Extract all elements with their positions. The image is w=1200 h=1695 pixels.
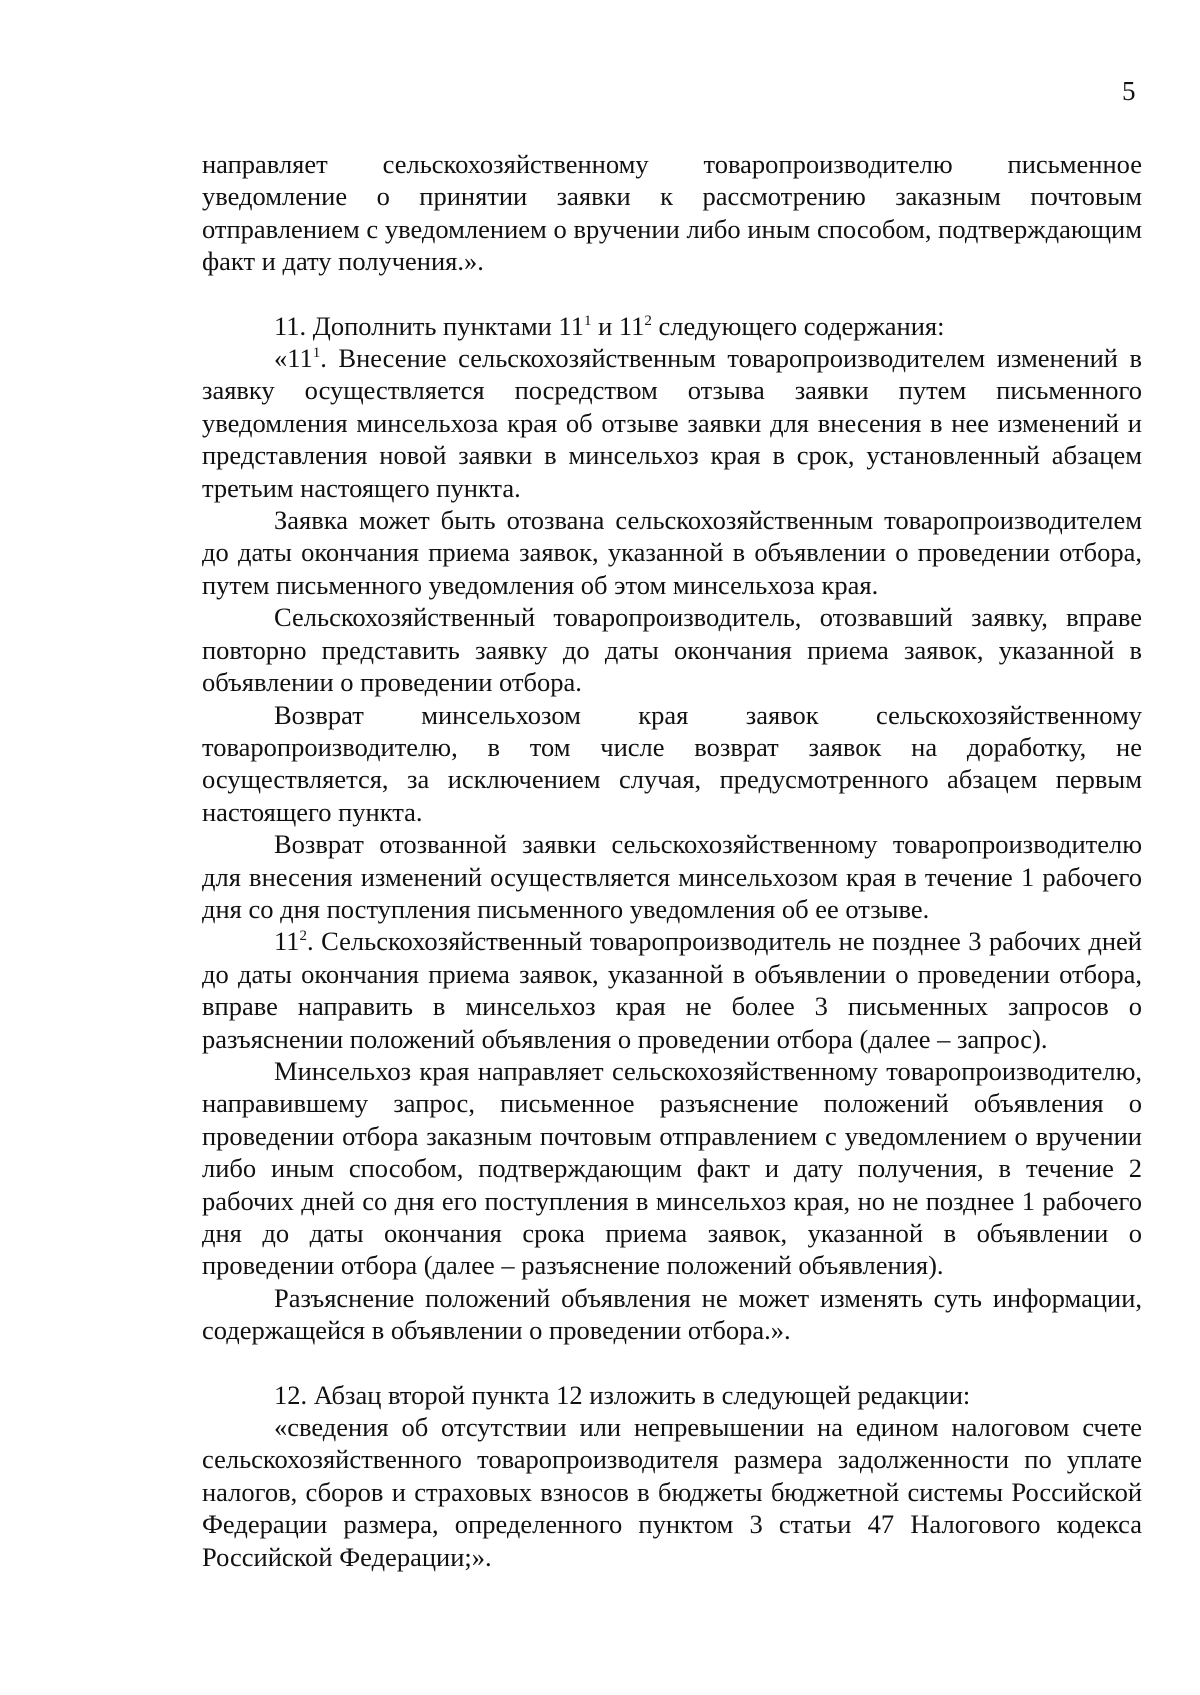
- item-11-text-before: 11. Дополнить пунктами 11: [274, 310, 584, 341]
- point-11-1-superscript: 1: [312, 345, 321, 362]
- paragraph-point-11-2: [202, 925, 1142, 1055]
- point-11-1-text-before: «11: [274, 343, 313, 374]
- paragraph-clarification: Минсельхоз края направляет сельскохозяйственному товаропроизводителю, направившему запрос, письменное разъяснение положений объявления о проведении отбора заказным почтовым отправлением с уведомлением о вручении либо иным способом, подтверждающим факт и дату получения, в течение 2 рабочих дней со дня его поступления в минсельхоз края, но не позднее 1 рабочего дня до даты окончания срока приема заявок, указанной в объявлении о проведении отбора (далее – разъяснение положений объявления).: [202, 1055, 1142, 1281]
- point-11-2-superscript: 2: [299, 928, 308, 945]
- paragraph-clarification-limits: Разъяснение положений объявления не может изменять суть информации, содержащейся в объявлении о проведении отбора.».: [202, 1282, 1142, 1346]
- item-11-superscript-1: 1: [583, 312, 592, 329]
- point-11-2-text-after: . Сельскохозяйственный товаропроизводитель не позднее 3 рабочих дней до даты окончания приема заявок, указанной в объявлении о проведении отбора, вправе направить в минсельхоз края не более 3 письменных запросов о разъяснении положений объявления о проведении отбора (далее – запрос).: [202, 926, 1142, 1054]
- document-body: [202, 148, 1142, 1573]
- paragraph-continuation: направляет сельскохозяйственному товаропроизводителю письменное уведомление о принятии заявки к рассмотрению заказным почтовым отправлением с уведомлением о вручении либо иным способом, подтверждающим факт и дату получения.».: [202, 149, 1142, 277]
- item-11-superscript-2: 2: [644, 312, 652, 329]
- point-11-2-text-before: 11: [274, 926, 300, 957]
- paragraph-point-11-1: [202, 342, 1142, 504]
- paragraph-withdrawal: Заявка может быть отозвана сельскохозяйственным товаропроизводителем до даты окончания приема заявок, указанной в объявлении о проведении отбора, путем письменного уведомления об этом минсельхоза края.: [202, 505, 1142, 600]
- item-11-text-after: следующего содержания:: [651, 310, 945, 341]
- paragraph-item-12: 12. Абзац второй пункта 12 изложить в следующей редакции:: [274, 1379, 971, 1410]
- item-11-text-middle: и 11: [591, 310, 645, 341]
- paragraph-item-11: [202, 310, 1142, 342]
- page-number: 5: [1122, 76, 1136, 106]
- paragraph-resubmission: Сельскохозяйственный товаропроизводитель, отозвавший заявку, вправе повторно представить заявку до даты окончания приема заявок, указанной в объявлении о проведении отбора.: [202, 602, 1142, 698]
- point-11-1-text-after: . Внесение сельскохозяйственным товаропроизводителем изменений в заявку осуществляется посредством отзыва заявки путем письменного уведомления минсельхоза края об отзыве заявки для внесения в нее изменений и представления новой заявки в минсельхоз края в срок, установленный абзацем третьим настоящего пункта.: [202, 343, 1142, 503]
- paragraph-item-12-text: «сведения об отсутствии или непревышении на едином налоговом счете сельскохозяйственного товаропроизводителя размера задолженности по уплате налогов, сборов и страховых взносов в бюджеты бюджетной системы Российской Федерации размера, определенного пунктом 3 статьи 47 Налогового кодекса Российской Федерации;».: [202, 1412, 1142, 1572]
- paragraph-return-withdrawn: Возврат отозванной заявки сельскохозяйственному товаропроизводителю для внесения изменений осуществляется минсельхозом края в течение 1 рабочего дня со дня поступления письменного уведомления об ее отзыве.: [202, 829, 1142, 924]
- paragraph-return-of-applications: Возврат минсельхозом края заявок сельскохозяйственному товаропроизводителю, в том числе возврат заявок на доработку, не осуществляется, за исключением случая, предусмотренного абзацем первым настоящего пункта.: [202, 699, 1142, 827]
